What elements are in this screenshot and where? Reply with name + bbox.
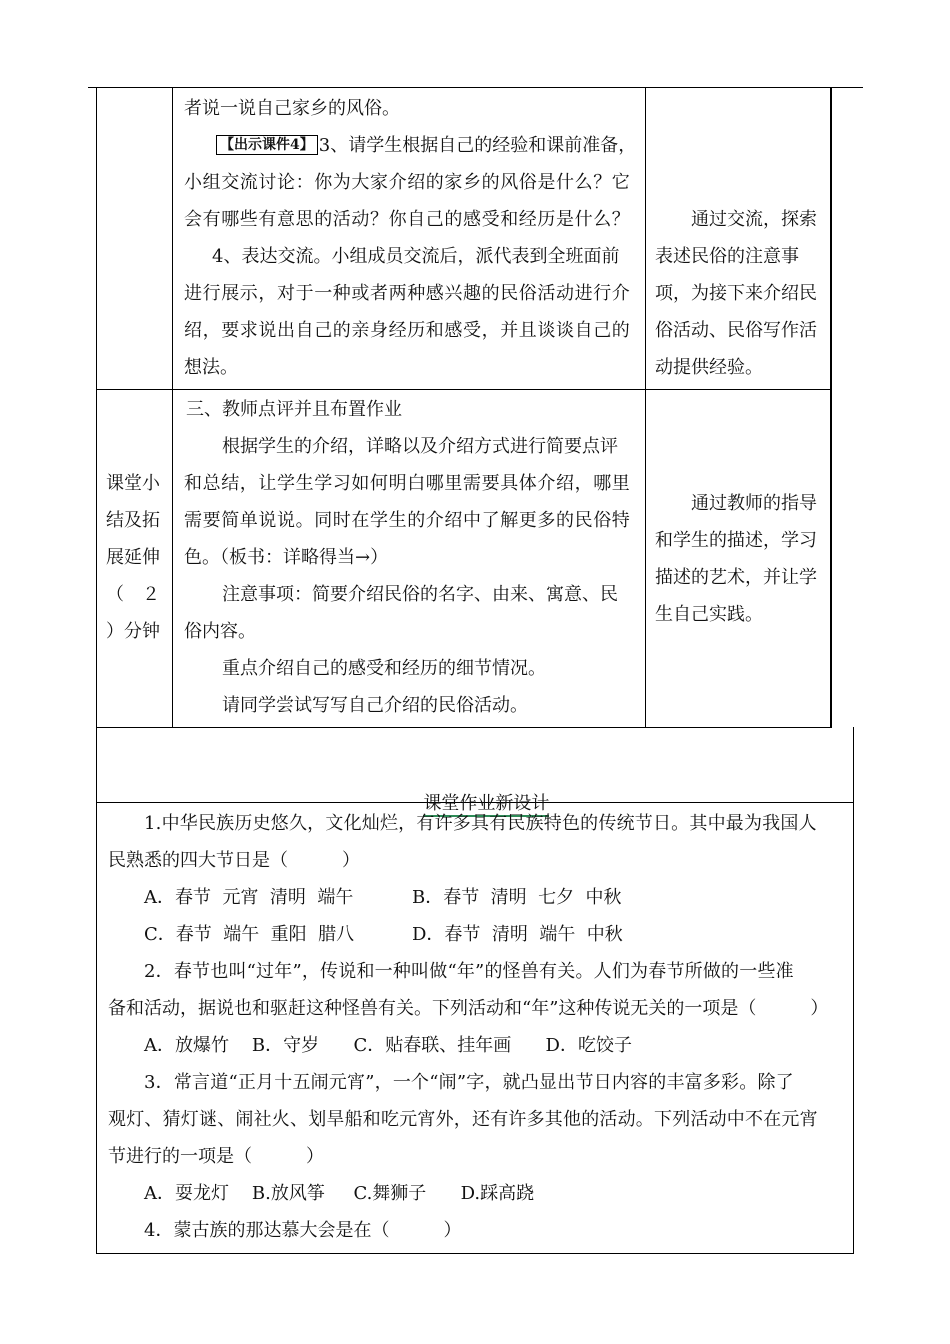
q1-line-1: 1.中华民族历史悠久，文化灿烂，有许多具有民族特色的传统节日。其中最为我国人 [144, 813, 817, 834]
row2-content-line-6: 注意事项：简要介绍民俗的名字、由来、寓意、民 [222, 584, 618, 605]
row1-purpose-line-1: 通过交流，探索 [691, 209, 817, 230]
row2-stage-cell [96, 389, 172, 727]
row2-content-line-5: 色。（板书：详略得当→） [184, 547, 389, 568]
row1-content-line-7: 绍，要求说出自己的亲身经历和感受，并且谈谈自己的 [184, 320, 631, 341]
row1-purpose-line-4: 俗活动、民俗写作活 [655, 320, 817, 341]
stage-line-1: 课堂小 [106, 473, 160, 494]
q2-line-2: 备和活动，据说也和驱赶这种怪兽有关。下列活动和“年”这种传说无关的一项是（ ） [108, 998, 829, 1019]
q3-line-2: 观灯、猜灯谜、闹社火、划旱船和吃元宵外，还有许多其他的活动。下列活动中不在元宵 [108, 1109, 818, 1130]
row1-purpose-line-5: 动提供经验。 [655, 357, 763, 378]
row1-purpose-cell [645, 87, 830, 389]
row2-content-cell [172, 389, 645, 727]
row1-purpose-line-2: 表述民俗的注意事 [655, 246, 799, 267]
row2-content-line-8: 重点介绍自己的感受和经历的细节情况。 [222, 658, 546, 679]
row2-purpose-line-3: 描述的艺术，并让学 [655, 567, 817, 588]
homework-bottom-rule [96, 1253, 854, 1254]
row1-content-line-4: 会有哪些有意思的活动？你自己的感受和经历是什么？ [184, 209, 631, 230]
row1-content-line-3: 小组交流讨论：你为大家介绍的家乡的风俗是什么？它 [184, 172, 631, 193]
q1-line-2: 民熟悉的四大节日是（ ） [108, 850, 360, 871]
row1-content-line-2 [216, 127, 636, 164]
q4-line-1: 4．蒙古族的那达慕大会是在（ ） [144, 1220, 462, 1241]
q1-option-a: A．春节 元宵 清明 端午 [144, 887, 354, 908]
q3-options: A．耍龙灯 B.放风筝 C.舞狮子 D.踩高跷 [144, 1183, 535, 1204]
row1-content-line-8: 想法。 [184, 357, 238, 378]
row2-section-heading: 三、教师点评并且布置作业 [186, 399, 402, 420]
q2-line-1: 2．春节也叫“过年”，传说和一种叫做“年”的怪兽有关。人们为春节所做的一些准 [144, 961, 794, 982]
stage-line-4: （ ２ [106, 584, 160, 605]
row1-content-line-5: 4、表达交流。小组成员交流后，派代表到全班面前 [212, 246, 620, 267]
row2-content-line-9: 请同学尝试写写自己介绍的民俗活动。 [222, 695, 528, 716]
row2-content-line-7: 俗内容。 [184, 621, 256, 642]
row2-content-line-4: 需要简单说说。同时在学生的介绍中了解更多的民俗特 [184, 510, 631, 531]
row2-purpose-line-2: 和学生的描述，学习 [655, 530, 817, 551]
courseware-badge: 【出示课件4】 [216, 135, 318, 155]
row1-content-line-1: 者说一说自己家乡的风俗。 [184, 98, 400, 119]
row1-content-cell [172, 87, 645, 389]
row1-content-line-2-text: 3、请学生根据自己的经验和课前准备， [318, 135, 637, 156]
stage-line-3: 展延伸 [106, 547, 160, 568]
row2-purpose-cell [645, 389, 830, 727]
row2-content-line-2: 根据学生的介绍，详略以及介绍方式进行简要点评 [222, 436, 618, 457]
q1-option-d: D．春节 清明 端午 中秋 [412, 924, 623, 945]
row2-purpose-line-1: 通过教师的指导 [691, 493, 817, 514]
q3-line-3: 节进行的一项是（ ） [108, 1146, 324, 1167]
q1-option-c: C．春节 端午 重阳 腊八 [144, 924, 355, 945]
stage-line-2: 结及拓 [106, 510, 160, 531]
homework-title-cell [96, 727, 854, 814]
q1-option-b: B．春节 清明 七夕 中秋 [412, 887, 622, 908]
homework-body [96, 802, 854, 1253]
q2-options: A．放爆竹 B．守岁 C．贴春联、挂年画 D．吃饺子 [144, 1035, 632, 1056]
row1-purpose-line-3: 项，为接下来介绍民 [655, 283, 817, 304]
row1-content-line-6: 进行展示，对于一种或者两种感兴趣的民俗活动进行介 [184, 283, 631, 304]
stage-line-5: ）分钟 [106, 621, 160, 642]
row2-purpose-line-4: 生自己实践。 [655, 604, 763, 625]
table-border-right [830, 87, 832, 728]
q3-line-1: 3．常言道“正月十五闹元宵”，一个“闹”字，就凸显出节日内容的丰富多彩。除了 [144, 1072, 794, 1093]
homework-title: 课堂作业新设计 [423, 793, 549, 817]
row2-content-line-3: 和总结，让学生学习如何明白哪里需要具体介绍，哪里 [184, 473, 631, 494]
